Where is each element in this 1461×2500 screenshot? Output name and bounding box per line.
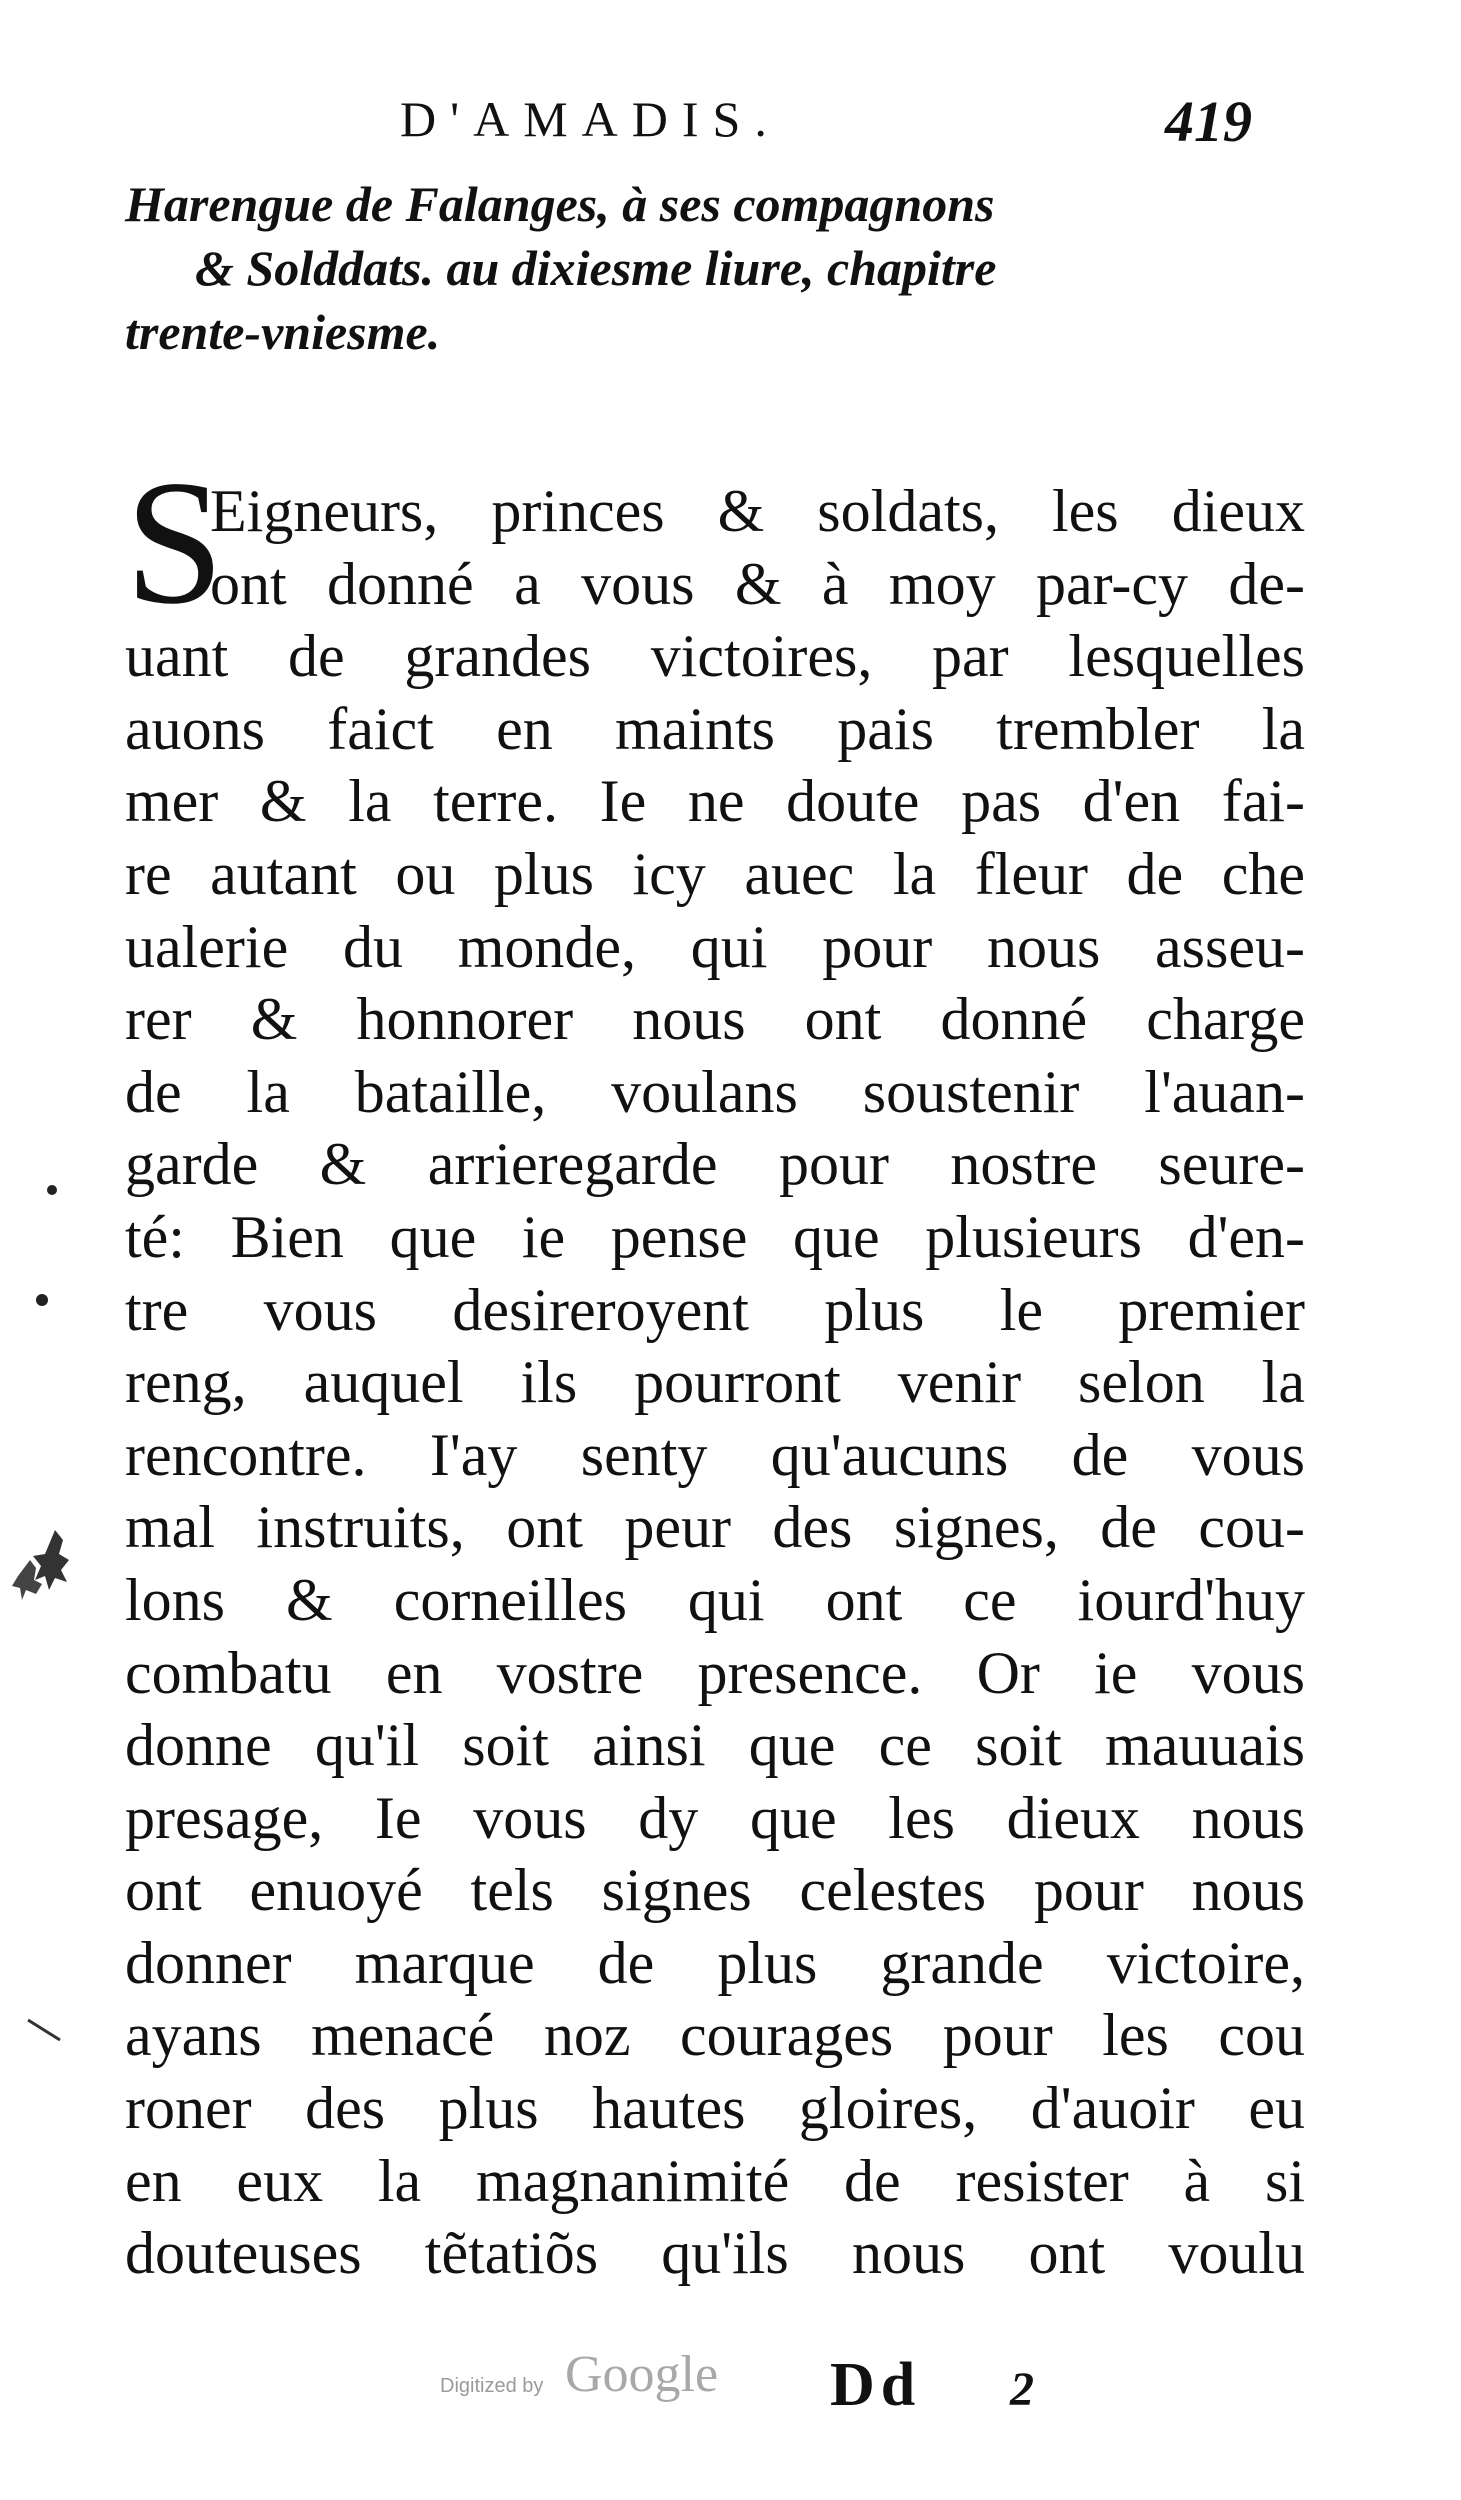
body-text [125, 475, 1305, 2290]
text-line: ont donné a vous & à moy par-cy de- [210, 550, 1305, 617]
google-watermark: Google [565, 2346, 719, 2403]
text-line: uant de grandes victoires, par lesquelles [125, 623, 1305, 690]
heading-line: & Solddats. au dixiesme liure, chapitre [195, 240, 997, 296]
margin-specks [0, 0, 120, 2500]
text-line: té: Bien que ie pense que plusieurs d'en- [125, 1203, 1305, 1270]
text-line: de la bataille, voulans soustenir l'auan- [125, 1058, 1305, 1125]
text-line: tre vous desireroyent plus le premier [125, 1276, 1305, 1343]
text-line: donner marque de plus grande victoire, [125, 1929, 1305, 1996]
text-line: ayans menacé noz courages pour les cou [125, 2002, 1305, 2069]
text-line: ont enuoyé tels signes celestes pour nous [125, 1857, 1305, 1924]
running-head: D'AMADIS. [400, 91, 781, 147]
margin-speck [47, 1185, 57, 1195]
text-line: donne qu'il soit ainsi que ce soit mauuais [125, 1712, 1305, 1779]
text-line: re autant ou plus icy auec la fleur de che [125, 840, 1305, 907]
heading-line: trente-vniesme. [125, 304, 441, 360]
text-line: Eigneurs, princes & soldats, les dieux [210, 478, 1305, 544]
margin-stroke [28, 2020, 60, 2040]
text-line: douteuses tẽtatiõs qu'ils nous ont voulu [125, 2220, 1305, 2287]
text-line: garde & arrieregarde pour nostre seure- [125, 1131, 1305, 1198]
margin-speck [36, 1294, 48, 1306]
text-line: reng, auquel ils pourront venir selon la [125, 1349, 1305, 1416]
text-line: presage, Ie vous dy que les dieux nous [125, 1784, 1305, 1851]
text-line: rer & honnorer nous ont donné charge [125, 986, 1305, 1053]
page-number: 419 [1165, 89, 1252, 154]
text-line: combatu en vostre presence. Or ie vous [125, 1639, 1305, 1706]
text-line: ualerie du monde, qui pour nous asseu- [125, 913, 1305, 980]
section-heading [125, 172, 1300, 364]
drop-cap: S [125, 443, 224, 641]
signature-mark: Dd [830, 2351, 922, 2419]
text-line: lons & corneilles qui ont ce iourd'huy [125, 1566, 1305, 1633]
text-line: en eux la magnanimité de resister à si [125, 2147, 1305, 2214]
text-line: auons faict en maints pais trembler la [125, 695, 1305, 762]
signature-number: 2 [1010, 2363, 1034, 2416]
digitized-by-label: Digitized by [440, 2375, 544, 2397]
text-line: mer & la terre. Ie ne doute pas d'en fai- [125, 768, 1305, 835]
heading-line: Harengue de Falanges, à ses compagnons [125, 176, 995, 232]
margin-blot [33, 1530, 69, 1590]
text-line: rencontre. I'ay senty qu'aucuns de vous [125, 1421, 1305, 1488]
text-line: roner des plus hautes gloires, d'auoir eu [125, 2075, 1305, 2142]
margin-blot [12, 1560, 42, 1600]
text-line: mal instruits, ont peur des signes, de cou- [125, 1494, 1305, 1561]
